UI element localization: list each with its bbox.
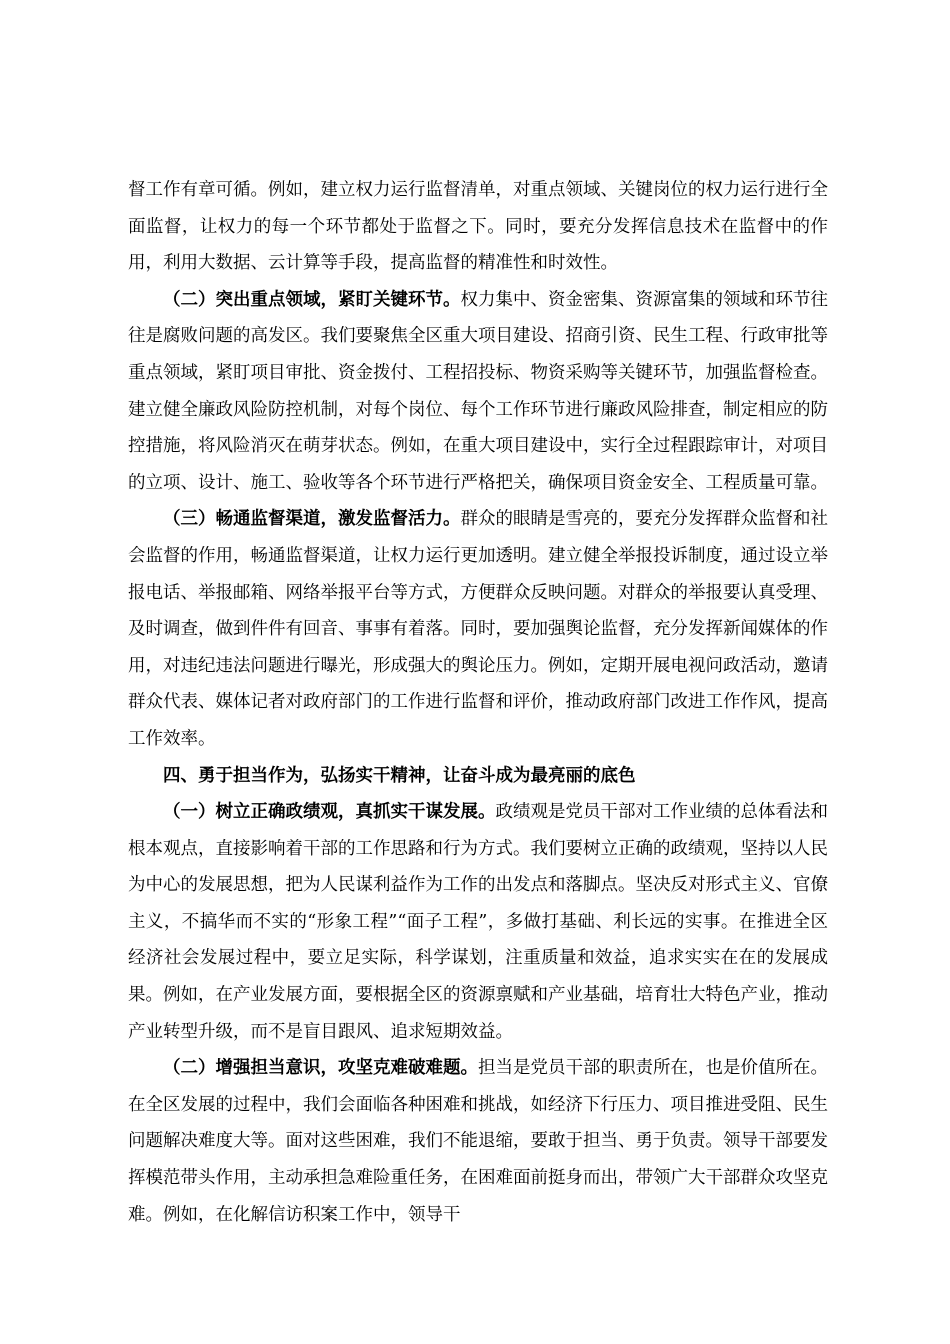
paragraph-3 [128, 501, 828, 757]
paragraph-2 [128, 282, 828, 502]
paragraph-text: 督工作有章可循。例如，建立权力运行监督清单，对重点领域、关键岗位的权力运行进行全面监督，让权力的每一个环节都处于监督之下。同时，要充分发挥信息技术在监督中的作用，利用大数据、云计算等手段，提高监督的精准性和时效性。 [128, 180, 828, 274]
paragraph-text: 权力集中、资金密集、资源富集的领域和环节往往是腐败问题的高发区。我们要聚焦全区重大项目建设、招商引资、民生工程、行政审批等重点领域，紧盯项目审批、资金拨付、工程招投标、物资采购等关键环节，加强监督检查。建立健全廉政风险防控机制，对每个岗位、每个工作环节进行廉政风险排查，制定相应的防控措施，将风险消灭在萌芽状态。例如，在重大项目建设中，实行全过程跟踪审计，对项目的立项、设计、施工、验收等各个环节进行严格把关，确保项目资金安全、工程质量可靠。 [128, 289, 828, 493]
paragraph-heading: （二）增强担当意识，攻坚克难破难题。 [163, 1058, 478, 1079]
document-body [128, 172, 828, 1233]
paragraph-heading: （三）畅通监督渠道，激发监督活力。 [163, 509, 461, 530]
paragraph-text: 群众的眼睛是雪亮的，要充分发挥群众监督和社会监督的作用，畅通监督渠道，让权力运行更加透明。建立健全举报投诉制度，通过设立举报电话、举报邮箱、网络举报平台等方式，方便群众反映问题。对群众的举报要认真受理、及时调查，做到件件有回音、事事有着落。同时，要加强舆论监督，充分发挥新闻媒体的作用，对违纪违法问题进行曝光，形成强大的舆论压力。例如，定期开展电视问政活动，邀请群众代表、媒体记者对政府部门的工作进行监督和评价，推动政府部门改进工作作风，提高工作效率。 [128, 509, 828, 749]
paragraph-5 [128, 794, 828, 1050]
paragraph-text: 政绩观是党员干部对工作业绩的总体看法和根本观点，直接影响着干部的工作思路和行为方式。我们要树立正确的政绩观，坚持以人民为中心的发展思想，把为人民谋利益作为工作的出发点和落脚点。坚决反对形式主义、官僚主义，不搞华而不实的“形象工程”“面子工程”，多做打基础、利长远的实事。在推进全区经济社会发展过程中，要立足实际，科学谋划，注重质量和效益，追求实实在在的发展成果。例如，在产业发展方面，要根据全区的资源禀赋和产业基础，培育壮大特色产业，推动产业转型升级，而不是盲目跟风、追求短期效益。 [128, 802, 828, 1042]
section-heading [128, 758, 828, 795]
paragraph-heading: （二）突出重点领域，紧盯关键环节。 [163, 289, 461, 310]
paragraph-text: 担当是党员干部的职责所在，也是价值所在。在全区发展的过程中，我们会面临各种困难和挑战，如经济下行压力、项目推进受阻、民生问题解决难度大等。面对这些困难，我们不能退缩，要敢于担当、勇于负责。领导干部要发挥模范带头作用，主动承担急难险重任务，在困难面前挺身而出，带领广大干部群众攻坚克难。例如，在化解信访积案工作中，领导干 [128, 1058, 828, 1225]
paragraph-1 [128, 172, 828, 282]
paragraph-6 [128, 1050, 828, 1233]
paragraph-heading: （一）树立正确政绩观，真抓实干谋发展。 [163, 802, 496, 823]
section-title: 四、勇于担当作为，弘扬实干精神，让奋斗成为最亮丽的底色 [163, 765, 636, 786]
